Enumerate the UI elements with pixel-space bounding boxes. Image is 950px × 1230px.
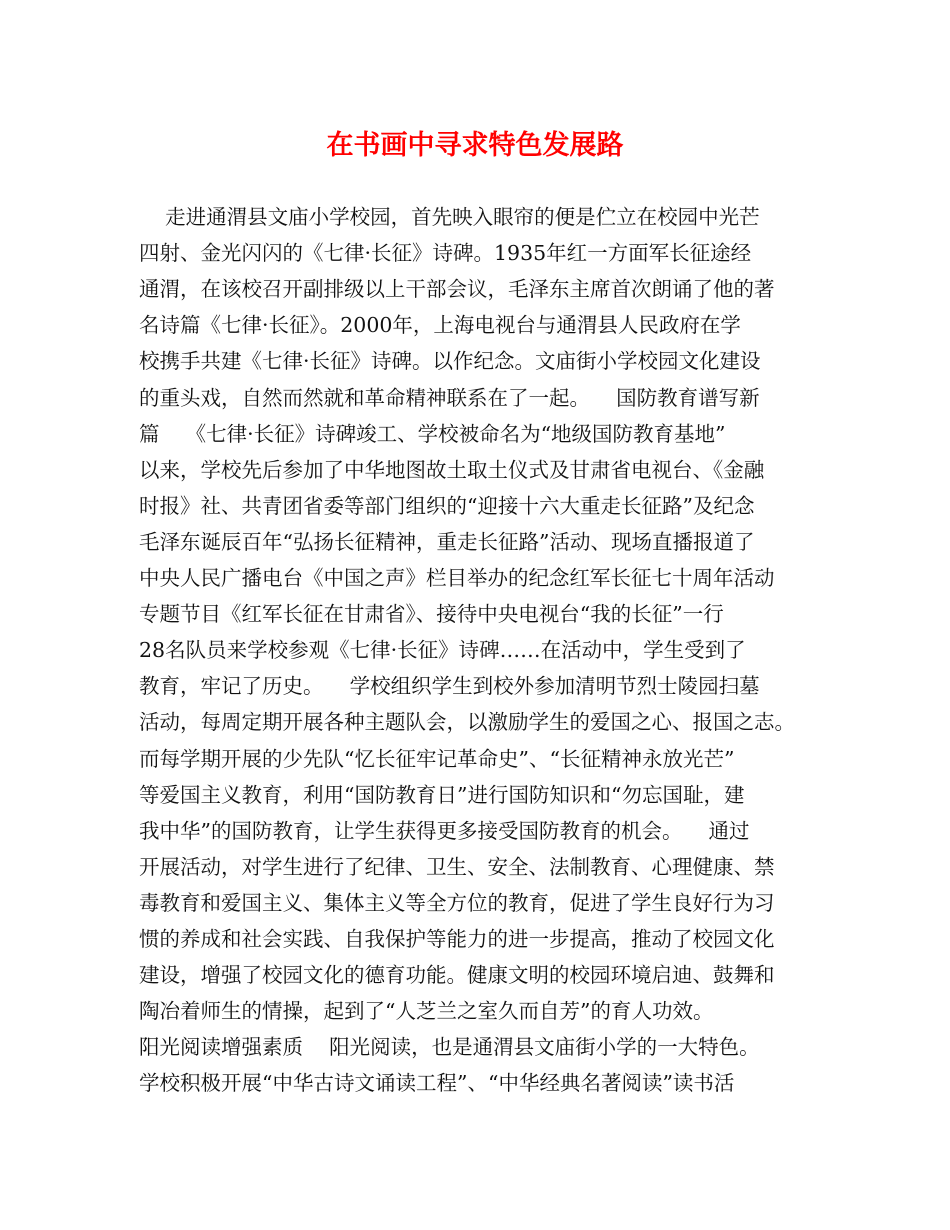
body-line: 中央人民广播电台《中国之声》栏目举办的纪念红军长征七十周年活动 [139, 566, 775, 590]
body-line: 校携手共建《七律·长征》诗碑。以作纪念。文庙街小学校园文化建设 [139, 349, 761, 374]
body-line: 教育，牢记了历史。 学校组织学生到校外参加清明节烈士陵园扫墓 [139, 674, 760, 699]
body-line: 四射、金光闪闪的《七律·长征》诗碑。1935年红一方面军长征途经 [139, 241, 752, 266]
body-line: 时报》社、共青团省委等部门组织的“迎接十六大重走长征路”及纪念 [139, 493, 755, 518]
document-title: 在书画中寻求特色发展路 [326, 130, 624, 161]
body-line: 学校积极开展“中华古诗文诵读工程”、“中华经典名著阅读”读书活 [139, 1071, 735, 1096]
body-line: 阳光阅读增强素质 阳光阅读，也是通渭县文庙街小学的一大特色。 [139, 1035, 760, 1060]
body-line: 以来，学校先后参加了中华地图故土取土仪式及甘肃省电视台、《金融 [139, 457, 765, 482]
body-line: 活动，每周定期开展各种主题队会，以激励学生的爱国之心、报国之志。 [139, 710, 795, 735]
body-line: 名诗篇《七律·长征》。2000年，上海电视台与通渭县人民政府在学 [139, 313, 741, 338]
body-line: 毛泽东诞辰百年“弘扬长征精神，重走长征路”活动、现场直播报道了 [139, 529, 755, 554]
body-line: 篇 《七律·长征》诗碑竣工、学校被命名为“地级国防教育基地” [139, 421, 726, 446]
body-line: 28名队员来学校参观《七律·长征》诗碑……在活动中，学生受到了 [139, 638, 746, 663]
body-line: 惯的养成和社会实践、自我保护等能力的进一步提高，推动了校园文化 [139, 927, 775, 951]
body-line: 开展活动，对学生进行了纪律、卫生、安全、法制教育、心理健康、禁 [139, 854, 775, 879]
body-line: 陶冶着师生的情操，起到了“人芝兰之室久而自芳”的育人功效。 [139, 999, 714, 1024]
body-line: 建设，增强了校园文化的德育功能。健康文明的校园环境启迪、鼓舞和 [139, 963, 775, 988]
body-line: 专题节目《红军长征在甘肃省》、接待中央电视台“我的长征”一行 [139, 602, 724, 627]
body-line: 等爱国主义教育，利用“国防教育日”进行国防知识和“勿忘国耻，建 [139, 782, 745, 807]
body-line: 而每学期开展的少先队“忆长征牢记革命史”、“长征精神永放光芒” [139, 746, 735, 771]
body-line: 毒教育和爱国主义、集体主义等全方位的教育，促进了学生良好行为习 [139, 890, 775, 915]
body-line: 我中华”的国防教育，让学生获得更多接受国防教育的机会。 通过 [139, 818, 750, 843]
body-line: 走进通渭县文庙小学校园，首先映入眼帘的便是伫立在校园中光芒 [139, 205, 760, 229]
body-line: 通渭，在该校召开副排级以上干部会议，毛泽东主席首次朗诵了他的著 [139, 277, 775, 302]
body-line: 的重头戏，自然而然就和革命精神联系在了一起。 国防教育谱写新 [139, 385, 760, 410]
